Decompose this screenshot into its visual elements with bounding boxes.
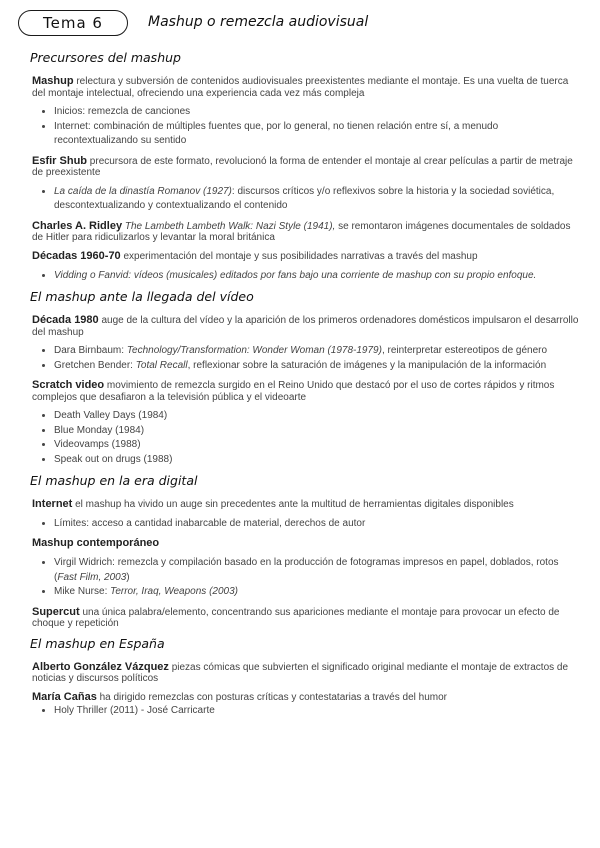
list-item: • Internet: combinación de múltiples fuentes que, por lo general, no tienen relación entre sí, a menudo recontextualizando su sentido <box>54 120 580 149</box>
bullet-list <box>32 704 580 719</box>
page-header <box>18 10 590 40</box>
list-item-text: Virgil Widrich: remezcla y compilación basado en la producción de fotogramas impresos en papel, doblados, rotos ( <box>54 557 559 583</box>
entry-term: María Cañas <box>32 690 97 703</box>
bullet-list <box>32 344 580 373</box>
entry-desc: experimentación del montaje y sus posibilidades narrativas a través del mashup <box>123 250 478 262</box>
entry-term: Década 1980 <box>32 314 99 327</box>
list-item <box>54 585 580 600</box>
entry-desc: movimiento de remezcla surgido en el Reino Unido que destacó por el uso de cortes rápidos y ritmos complejos que desafiaron a la televisión pública y el videoarte <box>32 380 555 403</box>
entry-term: Esfir Shub <box>32 154 88 167</box>
section-heading-era-digital: El mashup en la era digital <box>30 473 198 489</box>
list-item-text: Mike Nurse: <box>54 586 111 598</box>
list-item-text: Gretchen Bender: <box>54 359 136 371</box>
bullet-list <box>32 185 580 214</box>
entry-desc: precursora de este formato, revolucionó la forma de entender el montaje al crear películas a partir de metraje de preexistente <box>32 155 573 179</box>
entry-term: Décadas 1960-70 <box>32 249 121 262</box>
work-title: Total Recall <box>135 359 188 371</box>
entry-term: Supercut <box>32 605 80 618</box>
list-item-text: ) <box>126 571 130 583</box>
entry-maria <box>32 691 580 704</box>
entry-desc: relectura y subversión de contenidos audiovisuales preexistentes mediante el montaje. Es una vuelta de tuerca del montaje intelectual, ofreciendo una experiencia cada vez más compleja <box>32 76 569 99</box>
list-item: • Videovamps (1988) <box>54 438 580 453</box>
bullet-list <box>32 105 580 149</box>
entry-supercut <box>32 606 580 630</box>
entry-term: Scratch video <box>32 379 105 392</box>
list-item-text: Dara Birnbaum: <box>54 345 127 357</box>
bullet-list <box>32 409 580 467</box>
entry-alberto <box>32 661 580 685</box>
bullet-list <box>32 556 580 600</box>
entry-mashup <box>32 75 580 99</box>
entry-term: Charles A. Ridley <box>32 219 123 232</box>
list-item <box>54 556 580 585</box>
entry-desc: una única palabra/elemento, concentrando sus apariciones mediante el montaje para provocar un efecto de choque y repetición <box>32 606 560 630</box>
work-title: La caída de la dinastía Romanov (1927) <box>54 185 232 197</box>
list-item-text: , reinterpretar estereotipos de género <box>381 345 548 357</box>
list-item <box>54 344 580 359</box>
topic-badge: Tema 6 <box>18 10 128 36</box>
entry-mashup-contemporaneo <box>32 537 580 550</box>
section-heading-precursores: Precursores del mashup <box>30 50 181 65</box>
list-item: • Blue Monday (1984) <box>54 424 580 439</box>
list-item <box>54 359 580 374</box>
entry-desc: ha dirigido remezclas con posturas críticas y contestatarias a través del humor <box>99 691 447 703</box>
work-title: Terror, Iraq, Weapons (2003) <box>110 586 238 598</box>
list-item: • Límites: acceso a cantidad inabarcable de material, derechos de autor <box>54 517 580 532</box>
page-title: Mashup o remezcla audiovisual <box>148 14 369 30</box>
entry-term: Internet <box>32 498 73 511</box>
entry-desc: auge de la cultura del vídeo y la aparición de los primeros ordenadores domésticos impulsaron el desarrollo del mashup <box>32 315 579 338</box>
list-item <box>54 185 580 214</box>
list-item: • Inicios: remezcla de canciones <box>54 105 580 120</box>
entry-term: Mashup contemporáneo <box>32 537 160 550</box>
work-title: The Lambeth Lambeth Walk: Nazi Style (1941), <box>124 220 336 232</box>
list-item: • Holy Thriller (2011) - José Carricarte <box>54 704 580 719</box>
section-heading-video: El mashup ante la llegada del vídeo <box>30 289 254 305</box>
bullet-list <box>32 517 580 532</box>
entry-decadas <box>32 250 580 263</box>
list-item-text: : discursos críticos y/o reflexivos sobre la historia y la sociedad soviética, descontextualizando y contextualizando el contenido <box>54 185 555 212</box>
entry-term: Mashup <box>32 75 74 87</box>
entry-decada-1980 <box>32 314 580 338</box>
notes-content <box>32 50 580 724</box>
entry-shub <box>32 155 580 179</box>
entry-scratch-video <box>32 379 580 403</box>
list-item-text: , reflexionar sobre la saturación de imágenes y la manipulación de la información <box>187 359 547 371</box>
entry-ridley <box>32 220 580 244</box>
list-item <box>54 269 580 284</box>
entry-term: Alberto González Vázquez <box>32 660 169 673</box>
list-item: • Speak out on drugs (1988) <box>54 453 580 468</box>
list-item: • Death Valley Days (1984) <box>54 409 580 424</box>
list-item-text: Vidding o Fanvid: vídeos (musicales) editados por fans bajo una corriente de mashup con su propio enfoque. <box>54 269 537 281</box>
bullet-list <box>32 269 580 284</box>
section-heading-espana: El mashup en España <box>30 635 165 651</box>
entry-desc: el mashup ha vivido un auge sin precedentes ante la multitud de herramientas digitales disponibles <box>75 499 514 511</box>
work-title: Fast Film, 2003 <box>57 571 127 583</box>
entry-desc: se remontaron imágenes documentales de soldados de Hitler para ridiculizarlos y levantar la moral británica <box>32 220 571 244</box>
work-title: Technology/Transformation: Wonder Woman (1978-1979) <box>126 345 382 357</box>
entry-desc: piezas cómicas que subvierten el significado original mediante el montaje de extractos de noticias y discursos políticos <box>32 661 569 685</box>
entry-internet <box>32 498 580 511</box>
